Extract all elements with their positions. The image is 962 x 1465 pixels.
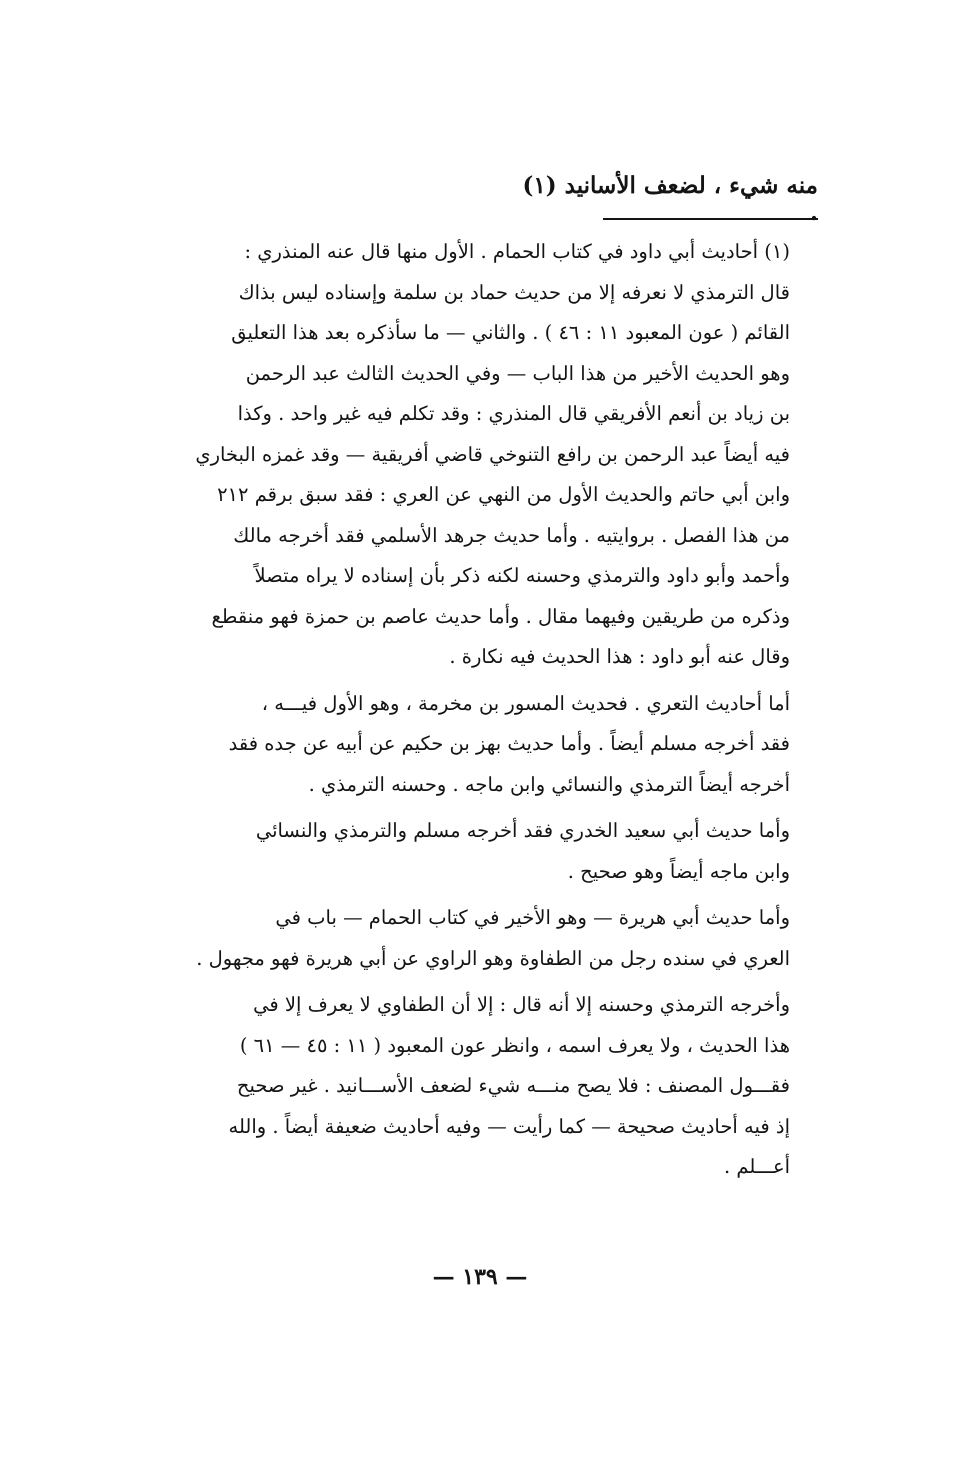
footnote-paragraph — [156, 898, 820, 979]
text-line: وأخرجه الترمذي وحسنه إلا أنه قال : إلا أن الطفاوي لا يعرف إلا في — [253, 993, 790, 1016]
main-text-line: منه شيء ، لضعف الأسانيد (١) . — [522, 172, 818, 226]
text-line: وأحمد وأبو داود والترمذي وحسنه لكنه ذكر بأن إسناده لا يراه متصلاً — [254, 564, 790, 587]
footnote-paragraph — [156, 232, 820, 678]
text-line: هذا الحديث ، ولا يعرف اسمه ، وانظر عون المعبود ( ١١ : ٤٥ — ٦١ ) — [239, 1033, 790, 1057]
text-line: القائم ( عون المعبود ١١ : ٤٦ ) . والثاني — ما سأذكره بعد هذا التعليق — [231, 321, 790, 344]
text-line: وهو الحديث الأخير من هذا الباب — وفي الحديث الثالث عبد الرحمن — [245, 361, 790, 385]
text-line: من هذا الفصل . بروايتيه . وأما حديث جرهد الأسلمي فقد أخرجه مالك — [233, 523, 790, 547]
text-line: فقـــول المصنف : فلا يصح منـــه شيء لضعف الأســـانيد . غير صحيح — [236, 1074, 790, 1097]
text-line: وقال عنه أبو داود : هذا الحديث فيه نكارة . — [449, 645, 790, 668]
text-line: فقد أخرجه مسلم أيضاً . وأما حديث بهز بن حكيم عن أبيه عن جده فقد — [228, 732, 790, 755]
text-line: إذ فيه أحاديث صحيحة — كما رأيت — وفيه أحاديث ضعيفة أيضاً . والله — [228, 1114, 790, 1138]
footnote-block — [156, 232, 820, 1194]
text-line: وابن ماجه أيضاً وهو صحيح . — [567, 859, 790, 883]
text-line: وابن أبي حاتم والحديث الأول من النهي عن العري : فقد سبق برقم ٢١٢ — [217, 483, 790, 506]
text-line: وأما حديث أبي سعيد الخدري فقد أخرجه مسلم والترمذي والنسائي — [255, 819, 790, 842]
footnote-paragraph — [156, 811, 820, 892]
footnote-paragraph — [156, 684, 820, 806]
text-line: العري في سنده رجل من الطفاوة وهو الراوي عن أبي هريرة فهو مجهول . — [196, 946, 790, 970]
footnote-paragraph — [156, 985, 820, 1188]
footnote-separator — [603, 218, 818, 220]
text-line: وذكره من طريقين وفيهما مقال . وأما حديث عاصم بن حمزة فهو منقطع — [211, 604, 790, 628]
text-line: بن زياد بن أنعم الأفريقي قال المنذري : وقد تكلم فيه غير واحد . وكذا — [237, 402, 790, 425]
text-line: أعـــلم . — [723, 1155, 790, 1178]
text-line: (١) أحاديث أبي داود في كتاب الحمام . الأول منها قال عنه المنذري : — [244, 240, 790, 263]
text-line: فيه أيضاً عبد الرحمن بن رافع التنوخي قاضي أفريقية — وقد غمزه البخاري — [195, 442, 790, 466]
text-line: قال الترمذي لا نعرفه إلا من حديث حماد بن سلمة وإسناده ليس بذاك — [238, 280, 790, 304]
page-number: — ١٣٩ — — [432, 1264, 528, 1290]
text-line: أما أحاديث التعري . فحديث المسور بن مخرمة ، وهو الأول فيـــه ، — [261, 691, 790, 715]
text-line: وأما حديث أبي هريرة — وهو الأخير في كتاب الحمام — باب في — [275, 906, 790, 929]
text-line: أخرجه أيضاً الترمذي والنسائي وابن ماجه . وحسنه الترمذي . — [308, 772, 790, 796]
